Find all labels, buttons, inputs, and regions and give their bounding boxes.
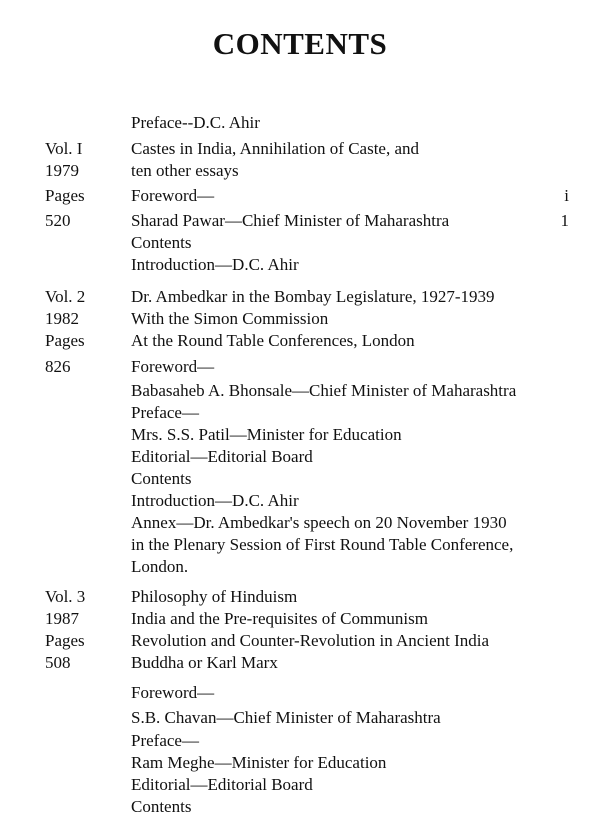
vol2-line: At the Round Table Conferences, London xyxy=(131,331,415,350)
vol2-line: Preface— xyxy=(131,403,199,422)
vol1-line: Sharad Pawar—Chief Minister of Maharashtra xyxy=(131,211,450,230)
page-number: 1 xyxy=(560,211,569,230)
vol2-line: With the Simon Commission xyxy=(131,309,329,328)
vol2-line: Contents xyxy=(131,469,192,488)
vol1-pages-count: 520 xyxy=(45,211,71,230)
vol3-line: Editorial—Editorial Board xyxy=(131,775,313,794)
vol2-line: Editorial—Editorial Board xyxy=(131,447,313,466)
vol2-line: in the Plenary Session of First Round Table Conference, xyxy=(131,535,514,554)
vol1-year: 1979 xyxy=(45,161,79,180)
vol3-label: Vol. 3 xyxy=(45,587,86,606)
page-number: i xyxy=(564,186,569,205)
vol1-line: Contents xyxy=(131,233,192,252)
vol2-line: Dr. Ambedkar in the Bombay Legislature, 1927-1939 xyxy=(131,287,495,306)
vol3-line: Revolution and Counter-Revolution in Ancient India xyxy=(131,631,490,650)
vol1-label: Vol. I xyxy=(45,139,83,158)
vol2-pages-count: 826 xyxy=(45,357,71,376)
vol1-line: ten other essays xyxy=(131,161,239,180)
vol1-line: Foreword— xyxy=(131,186,215,205)
vol3-line: India and the Pre-requisites of Communism xyxy=(131,609,428,628)
vol2-line: Mrs. S.S. Patil—Minister for Education xyxy=(131,425,402,444)
vol2-line: Introduction—D.C. Ahir xyxy=(131,491,299,510)
vol3-year: 1987 xyxy=(45,609,79,628)
vol1-line: Introduction—D.C. Ahir xyxy=(131,255,299,274)
vol1-pages-label: Pages xyxy=(45,186,85,205)
vol3-line: Contents xyxy=(131,797,192,816)
vol3-pages-label: Pages xyxy=(45,631,85,650)
vol3-line: Buddha or Karl Marx xyxy=(131,653,278,672)
vol3-line: Ram Meghe—Minister for Education xyxy=(131,753,387,772)
vol2-label: Vol. 2 xyxy=(45,287,86,306)
vol2-line: Annex—Dr. Ambedkar's speech on 20 November 1930 xyxy=(131,513,507,532)
vol3-line: S.B. Chavan—Chief Minister of Maharashtra xyxy=(131,708,441,727)
vol3-line: Preface— xyxy=(131,731,199,750)
vol3-line: Foreword— xyxy=(131,683,215,702)
vol2-pages-label: Pages xyxy=(45,331,85,350)
page-title: CONTENTS xyxy=(212,26,388,61)
vol3-line: Philosophy of Hinduism xyxy=(131,587,298,606)
vol2-line: London. xyxy=(131,557,189,576)
vol1-line: Castes in India, Annihilation of Caste, and xyxy=(131,139,420,158)
preface-line: Preface--D.C. Ahir xyxy=(131,113,260,132)
vol2-line: Babasaheb A. Bhonsale—Chief Minister of Maharashtra xyxy=(131,381,517,400)
vol3-pages-count: 508 xyxy=(45,653,71,672)
vol2-line: Foreword— xyxy=(131,357,215,376)
vol2-year: 1982 xyxy=(45,309,79,328)
